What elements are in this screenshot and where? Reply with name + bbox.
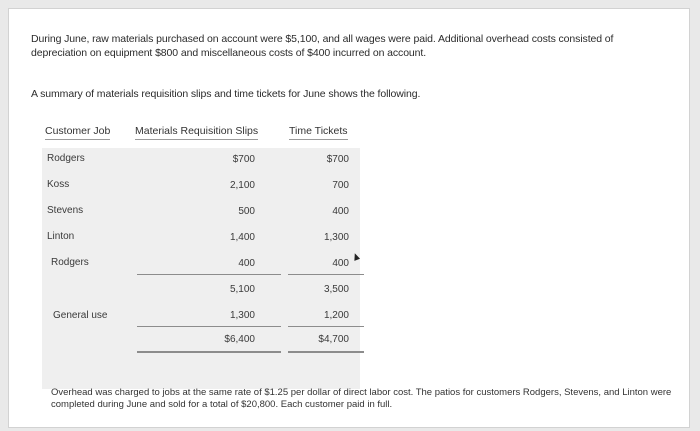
row-3-time: 400 xyxy=(332,206,349,217)
row-2-job: Koss xyxy=(47,179,70,190)
subtotal-rule-time xyxy=(288,274,364,275)
total-double-rule-materials xyxy=(137,351,281,353)
general-use-time: 1,200 xyxy=(323,310,349,321)
row-4-job: Linton xyxy=(47,231,75,242)
total-rule-time xyxy=(288,326,364,327)
row-2-materials: 2,100 xyxy=(229,180,255,191)
row-4-time: 1,300 xyxy=(323,232,349,243)
header-time-tickets: Time Tickets xyxy=(289,125,348,140)
total-time: $4,700 xyxy=(318,334,349,345)
row-3-job: Stevens xyxy=(47,205,84,216)
row-4-materials: 1,400 xyxy=(229,232,255,243)
total-rule-materials xyxy=(137,326,281,327)
total-materials: $6,400 xyxy=(224,334,255,345)
row-1-materials: $700 xyxy=(232,154,255,165)
total-double-rule-time xyxy=(288,351,364,353)
subtotal-rule-materials xyxy=(137,274,281,275)
subtotal-time: 3,500 xyxy=(323,284,349,295)
general-use-label: General use xyxy=(53,310,108,321)
summary-paragraph: A summary of materials requisition slips and time tickets for June shows the following. xyxy=(31,88,421,100)
subtotal-materials: 5,100 xyxy=(229,284,255,295)
row-1-job: Rodgers xyxy=(47,153,85,164)
row-3-materials: 500 xyxy=(238,206,255,217)
row-5-job: Rodgers xyxy=(51,257,89,268)
row-1-time: $700 xyxy=(326,154,349,165)
problem-page xyxy=(8,8,690,428)
header-materials-requisition-slips: Materials Requisition Slips xyxy=(135,125,258,140)
row-5-time: 400 xyxy=(332,258,349,269)
intro-paragraph: During June, raw materials purchased on account were $5,100, and all wages were paid. Additional overhead costs consisted of depreciation on equipment $800 and miscellaneous costs of $400 incurred on account. xyxy=(31,33,614,59)
row-2-time: 700 xyxy=(332,180,349,191)
overhead-note: Overhead was charged to jobs at the same rate of $1.25 per dollar of direct labor cost. The patios for customers Rodgers, Stevens, and Linton were completed during June and sold for a total of $20,800. Each customer paid in full. xyxy=(51,387,672,410)
header-customer-job: Customer Job xyxy=(45,125,110,140)
general-use-materials: 1,300 xyxy=(229,310,255,321)
row-5-materials: 400 xyxy=(238,258,255,269)
